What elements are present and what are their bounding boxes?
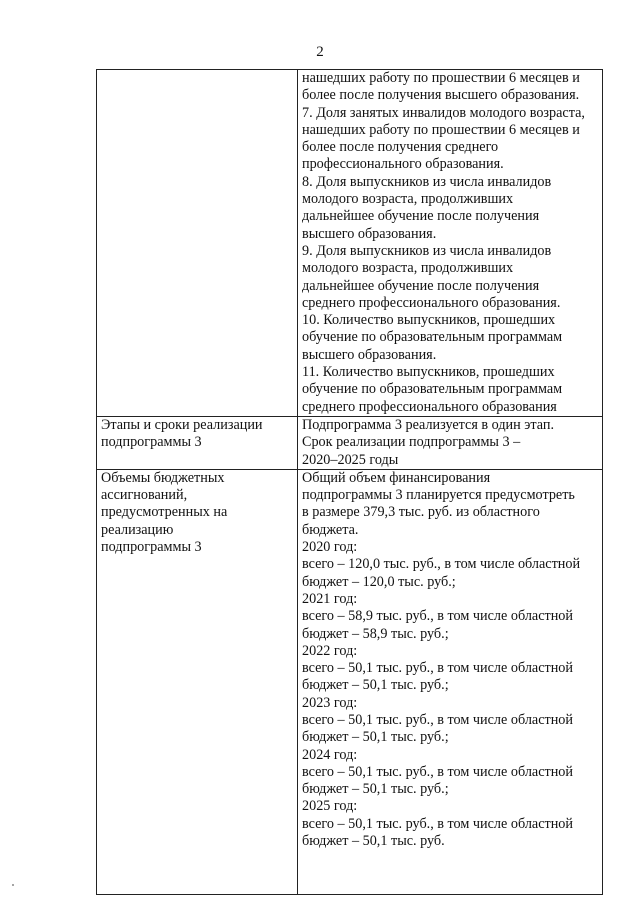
text-line: молодого возраста, продолживших: [302, 260, 514, 277]
text-line: 2024 год:: [302, 746, 358, 763]
text-line: подпрограммы 3: [101, 434, 202, 451]
text-line: 2025 год:: [302, 798, 358, 815]
text-line: более после получения среднего: [302, 139, 499, 156]
text-line: 10. Количество выпускников, прошедших: [302, 312, 556, 329]
text-line: бюджет – 58,9 тыс. руб.;: [302, 625, 449, 642]
subprogram-passport-table: [96, 69, 603, 895]
text-line: Объемы бюджетных: [101, 469, 225, 486]
text-line: 2020 год:: [302, 539, 358, 556]
text-line: более после получения высшего образования.: [302, 87, 580, 104]
text-line: бюджет – 120,0 тыс. руб.;: [302, 573, 456, 590]
text-line: обучение по образовательным программам: [302, 381, 563, 398]
text-line: 2021 год:: [302, 590, 358, 607]
text-line: нашедших работу по прошествии 6 месяцев и: [302, 121, 580, 138]
scan-artifact-dot: [12, 884, 14, 886]
row-label-cell: [97, 70, 298, 417]
text-line: бюджета.: [302, 521, 359, 538]
text-line: 2023 год:: [302, 694, 358, 711]
text-line: 9. Доля выпускников из числа инвалидов: [302, 242, 552, 259]
funding-label-cell: [97, 469, 298, 894]
table-row-stages: [97, 416, 603, 469]
text-line: бюджет – 50,1 тыс. руб.;: [302, 729, 449, 746]
text-line: Срок реализации подпрограммы 3 –: [302, 434, 521, 451]
text-line: 7. Доля занятых инвалидов молодого возраста,: [302, 104, 585, 121]
text-line: всего – 50,1 тыс. руб., в том числе областной: [302, 711, 573, 728]
text-line: высшего образования.: [302, 346, 437, 363]
text-line: всего – 50,1 тыс. руб., в том числе областной: [302, 660, 573, 677]
text-line: ассигнований,: [101, 487, 188, 504]
text-line: дальнейшее обучение после получения: [302, 277, 540, 294]
text-line: Подпрограмма 3 реализуется в один этап.: [302, 416, 554, 433]
text-line: нашедших работу по прошествии 6 месяцев и: [302, 70, 580, 86]
text-line: бюджет – 50,1 тыс. руб.;: [302, 677, 449, 694]
text-line: всего – 50,1 тыс. руб., в том числе областной: [302, 815, 573, 832]
text-line: предусмотренных на: [101, 504, 228, 521]
text-line: бюджет – 50,1 тыс. руб.: [302, 833, 445, 850]
text-line: всего – 58,9 тыс. руб., в том числе областной: [302, 608, 573, 625]
text-line: подпрограммы 3: [101, 539, 202, 556]
text-line: 2020–2025 годы: [302, 451, 399, 468]
text-line: обучение по образовательным программам: [302, 329, 563, 346]
table-row-indicators: [97, 70, 603, 417]
funding-value-cell: [298, 469, 603, 894]
text-line: 11. Количество выпускников, прошедших: [302, 364, 555, 381]
text-line: в размере 379,3 тыс. руб. из областного: [302, 504, 540, 521]
text-line: дальнейшее обучение после получения: [302, 208, 540, 225]
text-line: молодого возраста, продолживших: [302, 191, 514, 208]
text-line: всего – 50,1 тыс. руб., в том числе областной: [302, 763, 573, 780]
stages-value-cell: [298, 416, 603, 469]
text-line: среднего профессионального образования.: [302, 294, 561, 311]
text-line: среднего профессионального образования: [302, 398, 557, 415]
table-row-funding: [97, 469, 603, 894]
indicators-cell: [298, 70, 603, 417]
text-line: бюджет – 50,1 тыс. руб.;: [302, 781, 449, 798]
text-line: Этапы и сроки реализации: [101, 416, 263, 433]
text-line: Общий объем финансирования: [302, 469, 491, 486]
text-line: всего – 120,0 тыс. руб., в том числе областной: [302, 556, 581, 573]
text-line: 8. Доля выпускников из числа инвалидов: [302, 173, 552, 190]
page-number: 2: [316, 44, 324, 60]
text-line: профессионального образования.: [302, 156, 504, 173]
stages-label-cell: [97, 416, 298, 469]
text-line: подпрограммы 3 планируется предусмотреть: [302, 487, 575, 504]
text-line: высшего образования.: [302, 225, 437, 242]
text-line: 2022 год:: [302, 642, 358, 659]
text-line: реализацию: [101, 521, 174, 538]
